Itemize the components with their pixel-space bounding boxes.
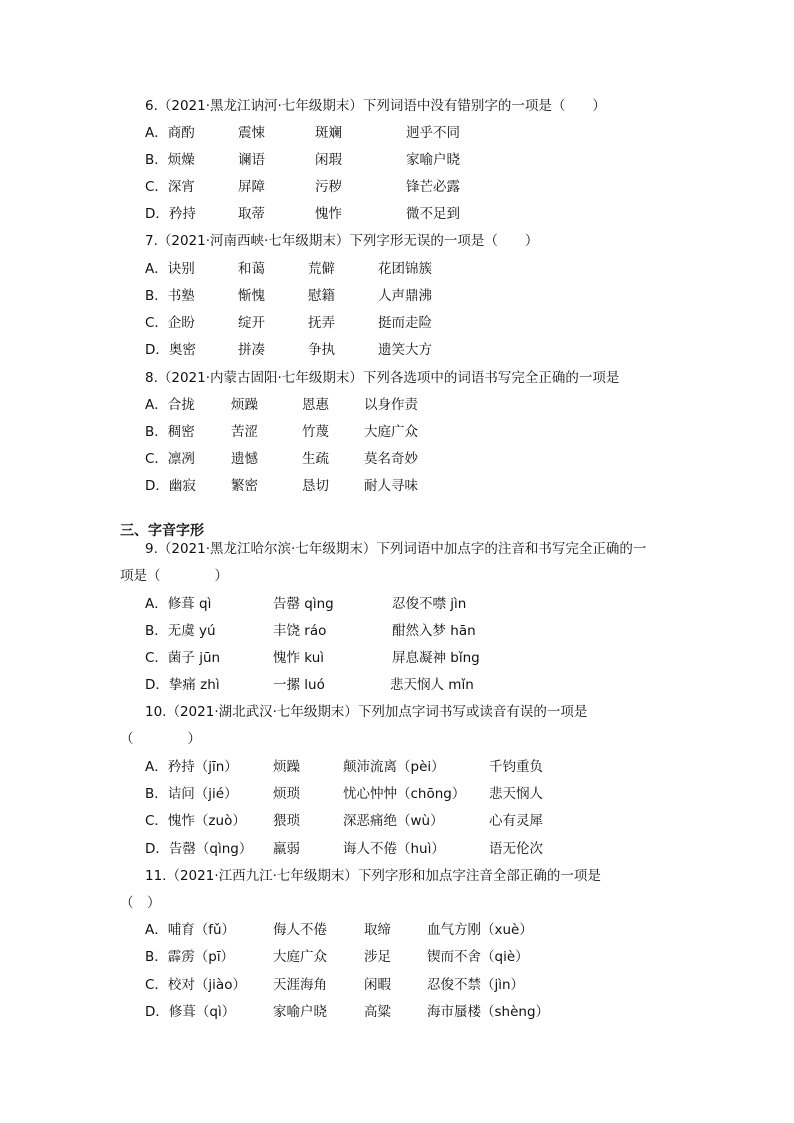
q10-stem: 10.（2021·湖北武汉·七年级期末）下列加点字词书写或读音有误的一项是 bbox=[145, 704, 588, 720]
q10-c-2: 猥琐 bbox=[273, 813, 300, 829]
q6-c-1: C．深宵 bbox=[145, 179, 195, 195]
q11-c-2: 天涯海角 bbox=[273, 977, 327, 993]
q9-d-1: D．挚痛 zhì bbox=[145, 677, 220, 693]
q7-c-1: C．企盼 bbox=[145, 315, 195, 331]
q9-stem-cont: 项是（ ） bbox=[120, 568, 228, 584]
q7-a-3: 荒僻 bbox=[308, 261, 335, 277]
q10-b-2: 烦琐 bbox=[273, 786, 300, 802]
q8-d-3: 恳切 bbox=[302, 478, 329, 494]
q11-stem: 11.（2021·江西九江·七年级期末）下列字形和加点字注音全部正确的一项是 bbox=[145, 868, 601, 884]
q6-d-4: 微不足到 bbox=[406, 206, 460, 222]
q10-b-4: 悲天悯人 bbox=[489, 786, 543, 802]
q8-stem: 8.（2021·内蒙古固阳·七年级期末）下列各选项中的词语书写完全正确的一项是 bbox=[145, 370, 620, 386]
q11-c-3: 闲暇 bbox=[364, 977, 391, 993]
q6-c-3: 污秽 bbox=[315, 179, 342, 195]
q10-d-4: 语无伦次 bbox=[489, 841, 543, 857]
q10-a-1: A．矜持（jīn） bbox=[145, 759, 238, 775]
q10-c-1: C．愧怍（zuò） bbox=[145, 813, 246, 829]
q11-d-2: 家喻户晓 bbox=[273, 1004, 327, 1020]
q11-d-4: 海市蜃楼（shèng） bbox=[427, 1004, 550, 1020]
q10-a-3: 颠沛流离（pèi） bbox=[343, 759, 445, 775]
q6-b-2: 谰语 bbox=[238, 152, 265, 168]
q10-c-4: 心有灵犀 bbox=[489, 813, 543, 829]
q7-stem: 7.（2021·河南西峡·七年级期末）下列字形无误的一项是（ ） bbox=[145, 233, 539, 249]
q6-d-3: 愧怍 bbox=[315, 206, 342, 222]
q11-c-4: 忍俊不禁（jìn） bbox=[427, 977, 525, 993]
q8-a-3: 恩惠 bbox=[302, 397, 329, 413]
q10-b-3: 忧心忡忡（chōng） bbox=[343, 786, 466, 802]
q7-d-1: D．奥密 bbox=[145, 342, 196, 358]
q8-d-4: 耐人寻味 bbox=[364, 478, 418, 494]
q8-b-3: 竹蔑 bbox=[302, 424, 329, 440]
q10-b-1: B．诘问（jié） bbox=[145, 786, 238, 802]
q11-b-2: 大庭广众 bbox=[273, 949, 327, 965]
q10-a-4: 千钧重负 bbox=[489, 759, 543, 775]
q7-c-4: 挺而走险 bbox=[378, 315, 432, 331]
q9-stem: 9.（2021·黑龙江哈尔滨·七年级期末）下列词语中加点字的注音和书写完全正确的一 bbox=[145, 541, 647, 557]
q10-c-3: 深恶痛绝（wù） bbox=[343, 813, 444, 829]
q6-d-1: D．矜持 bbox=[145, 206, 196, 222]
q11-a-1: A．哺育（fǔ） bbox=[145, 922, 236, 938]
q8-c-3: 生疏 bbox=[302, 451, 329, 467]
q9-a-1: A．修葺 qì bbox=[145, 596, 212, 612]
q11-d-1: D．修葺（qì） bbox=[145, 1004, 236, 1020]
q10-d-3: 诲人不倦（huì） bbox=[343, 841, 445, 857]
q11-c-1: C．校对（jiào） bbox=[145, 977, 246, 993]
q8-a-1: A．合拢 bbox=[145, 397, 195, 413]
q8-c-1: C．凛冽 bbox=[145, 451, 195, 467]
q6-stem: 6.（2021·黑龙江讷河·七年级期末）下列词语中没有错别字的一项是（ ） bbox=[145, 98, 606, 114]
q6-c-2: 屏障 bbox=[238, 179, 265, 195]
q9-b-2: 丰饶 ráo bbox=[273, 623, 327, 639]
q8-b-4: 大庭广众 bbox=[364, 424, 418, 440]
q8-c-2: 遗憾 bbox=[231, 451, 258, 467]
q10-stem-cont: （ ） bbox=[120, 731, 201, 747]
q9-b-1: B．无虞 yú bbox=[145, 623, 216, 639]
q6-a-1: A．商酌 bbox=[145, 125, 195, 141]
q7-c-2: 绽开 bbox=[238, 315, 265, 331]
q6-c-4: 锋芒必露 bbox=[406, 179, 460, 195]
q9-a-3: 忍俊不噤 jìn bbox=[392, 596, 467, 612]
q6-a-4: 迥乎不同 bbox=[406, 125, 460, 141]
q7-c-3: 抚弄 bbox=[308, 315, 335, 331]
q7-d-3: 争执 bbox=[308, 342, 335, 358]
q10-a-2: 烦躁 bbox=[273, 759, 300, 775]
q7-a-1: A．诀别 bbox=[145, 261, 195, 277]
q8-c-4: 莫名奇妙 bbox=[364, 451, 418, 467]
q11-a-4: 血气方刚（xuè） bbox=[427, 922, 533, 938]
q9-d-2: 一摞 luó bbox=[273, 677, 325, 693]
q11-d-3: 高粱 bbox=[364, 1004, 391, 1020]
q7-b-2: 惭愧 bbox=[238, 288, 265, 304]
q11-a-3: 取缔 bbox=[364, 922, 391, 938]
q8-b-1: B．稠密 bbox=[145, 424, 195, 440]
q8-a-4: 以身作责 bbox=[364, 397, 418, 413]
section-heading: 三、字音字形 bbox=[120, 523, 204, 539]
q9-a-2: 告罄 qìng bbox=[273, 596, 334, 612]
q6-b-3: 闲瑕 bbox=[315, 152, 342, 168]
q10-d-2: 羸弱 bbox=[273, 841, 300, 857]
q7-a-2: 和蔼 bbox=[238, 261, 265, 277]
q8-d-1: D．幽寂 bbox=[145, 478, 196, 494]
q8-d-2: 繁密 bbox=[231, 478, 258, 494]
q11-b-1: B．霹雳（pī） bbox=[145, 949, 235, 965]
q9-c-1: C．菌子 jūn bbox=[145, 650, 221, 666]
q9-b-3: 酣然入梦 hān bbox=[392, 623, 476, 639]
q7-b-3: 慰籍 bbox=[308, 288, 335, 304]
q6-a-2: 震悚 bbox=[238, 125, 265, 141]
q6-b-4: 家喻户晓 bbox=[406, 152, 460, 168]
q6-a-3: 斑斓 bbox=[315, 125, 342, 141]
q8-b-2: 苦涩 bbox=[231, 424, 258, 440]
q10-d-1: D．告罄（qìng） bbox=[145, 841, 253, 857]
q7-d-4: 遗笑大方 bbox=[378, 342, 432, 358]
q9-d-3: 悲天悯人 mǐn bbox=[390, 677, 474, 693]
q11-a-2: 侮人不倦 bbox=[273, 922, 327, 938]
q7-b-1: B．书塾 bbox=[145, 288, 195, 304]
q7-b-4: 人声鼎沸 bbox=[378, 288, 432, 304]
q7-a-4: 花团锦簇 bbox=[378, 261, 432, 277]
q6-d-2: 取蒂 bbox=[238, 206, 265, 222]
q7-d-2: 拼凑 bbox=[238, 342, 265, 358]
q9-c-2: 愧怍 kuì bbox=[273, 650, 325, 666]
q11-b-3: 涉足 bbox=[364, 949, 391, 965]
q9-c-3: 屏息凝神 bǐng bbox=[392, 650, 480, 666]
q11-stem-cont: （ ） bbox=[120, 895, 161, 911]
q8-a-2: 烦躁 bbox=[231, 397, 258, 413]
q6-b-1: B．烦燥 bbox=[145, 152, 195, 168]
q11-b-4: 锲而不舍（qiè） bbox=[427, 949, 529, 965]
